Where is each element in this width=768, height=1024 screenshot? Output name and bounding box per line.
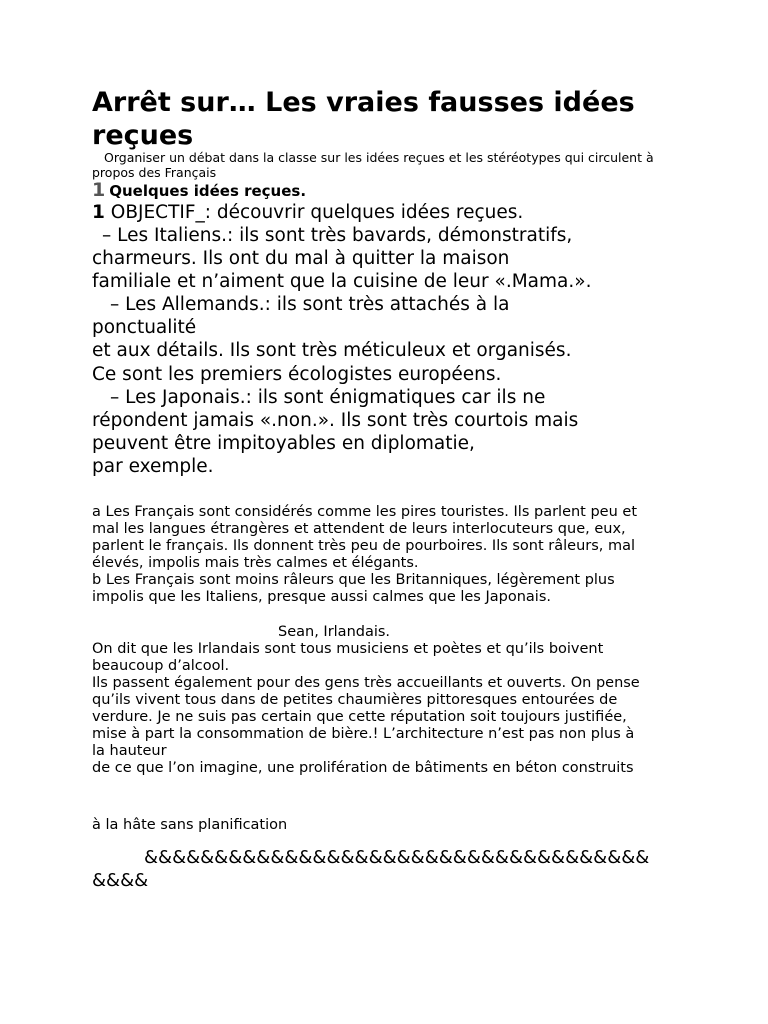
text-line: – Les Allemands.: ils sont très attachés à la [110,294,510,316]
text-line: verdure. Je ne suis pas certain que cette réputation soit toujours justifiée, [92,709,627,725]
text-line: parlent le français. Ils donnent très peu de pourboires. Ils sont râleurs, mal [92,538,636,554]
closing-line: à la hâte sans planification [92,817,288,833]
text-line: élevés, impolis mais très calmes et élégants. [92,555,419,571]
stereotypes-paragraph [92,224,712,478]
text-line: et aux détails. Ils sont très méticuleux et organisés. [92,340,572,362]
objective-number: 1 [92,202,105,223]
text-line: On dit que les Irlandais sont tous musiciens et poètes et qu’ils boivent [92,641,604,657]
text-line: mal les langues étrangères et attendent de leurs interlocuteurs que, eux, [92,521,626,537]
ampersand-filler [92,846,712,892]
text-line: mise à part la consommation de bière.! L’architecture n’est pas non plus à [92,726,635,742]
page-title: Arrêt sur… Les vraies fausses idées reçues [92,87,635,151]
irish-paragraph [92,641,692,777]
text-line: impolis que les Italiens, presque aussi calmes que les Japonais. [92,589,551,605]
section-heading-text: Quelques idées reçues. [109,182,307,200]
subtitle: Organiser un débat dans la classe sur les idées reçues et les stéréotypes qui circulent à propos des Français [92,150,654,180]
section-heading [92,178,306,203]
text-line: peuvent être impitoyables en diplomatie, [92,432,475,454]
objective-line [92,201,523,224]
text-line: &&&& [92,870,149,891]
text-line: b Les Français sont moins râleurs que les Britanniques, légèrement plus [92,572,615,588]
text-line: la hauteur [92,743,167,759]
text-line: Ils passent également pour des gens très accueillants et ouverts. On pense [92,675,640,691]
text-line: qu’ils vivent tous dans de petites chaumières pittoresques entourées de [92,692,618,708]
text-line: ponctualité [92,317,197,339]
text-line: – Les Italiens.: ils sont très bavards, démonstratifs, [102,225,573,246]
text-line: – Les Japonais.: ils sont énigmatiques car ils ne [110,386,546,408]
text-line: Ce sont les premiers écologistes européens. [92,363,502,385]
objective-text: OBJECTIF_: découvrir quelques idées reçues. [110,202,524,223]
text-line: par exemple. [92,455,214,477]
text-line: répondent jamais «.non.». Ils sont très courtois mais [92,409,579,431]
text-line: beaucoup d’alcool. [92,658,230,674]
text-line: &&&&&&&&&&&&&&&&&&&&&&&&&&&&&&&&&&&& [144,847,650,868]
text-line: a Les Français sont considérés comme les pires touristes. Ils parlent peu et [92,504,638,520]
text-line: charmeurs. Ils ont du mal à quitter la maison [92,248,510,270]
signature: Sean, Irlandais. [278,624,391,640]
text-line: de ce que l’on imagine, une prolifération de bâtiments en béton construits [92,760,634,776]
text-line: familiale et n’aiment que la cuisine de leur «.Mama.». [92,271,592,293]
section-number: 1 [92,179,106,201]
french-paragraph [92,504,692,606]
